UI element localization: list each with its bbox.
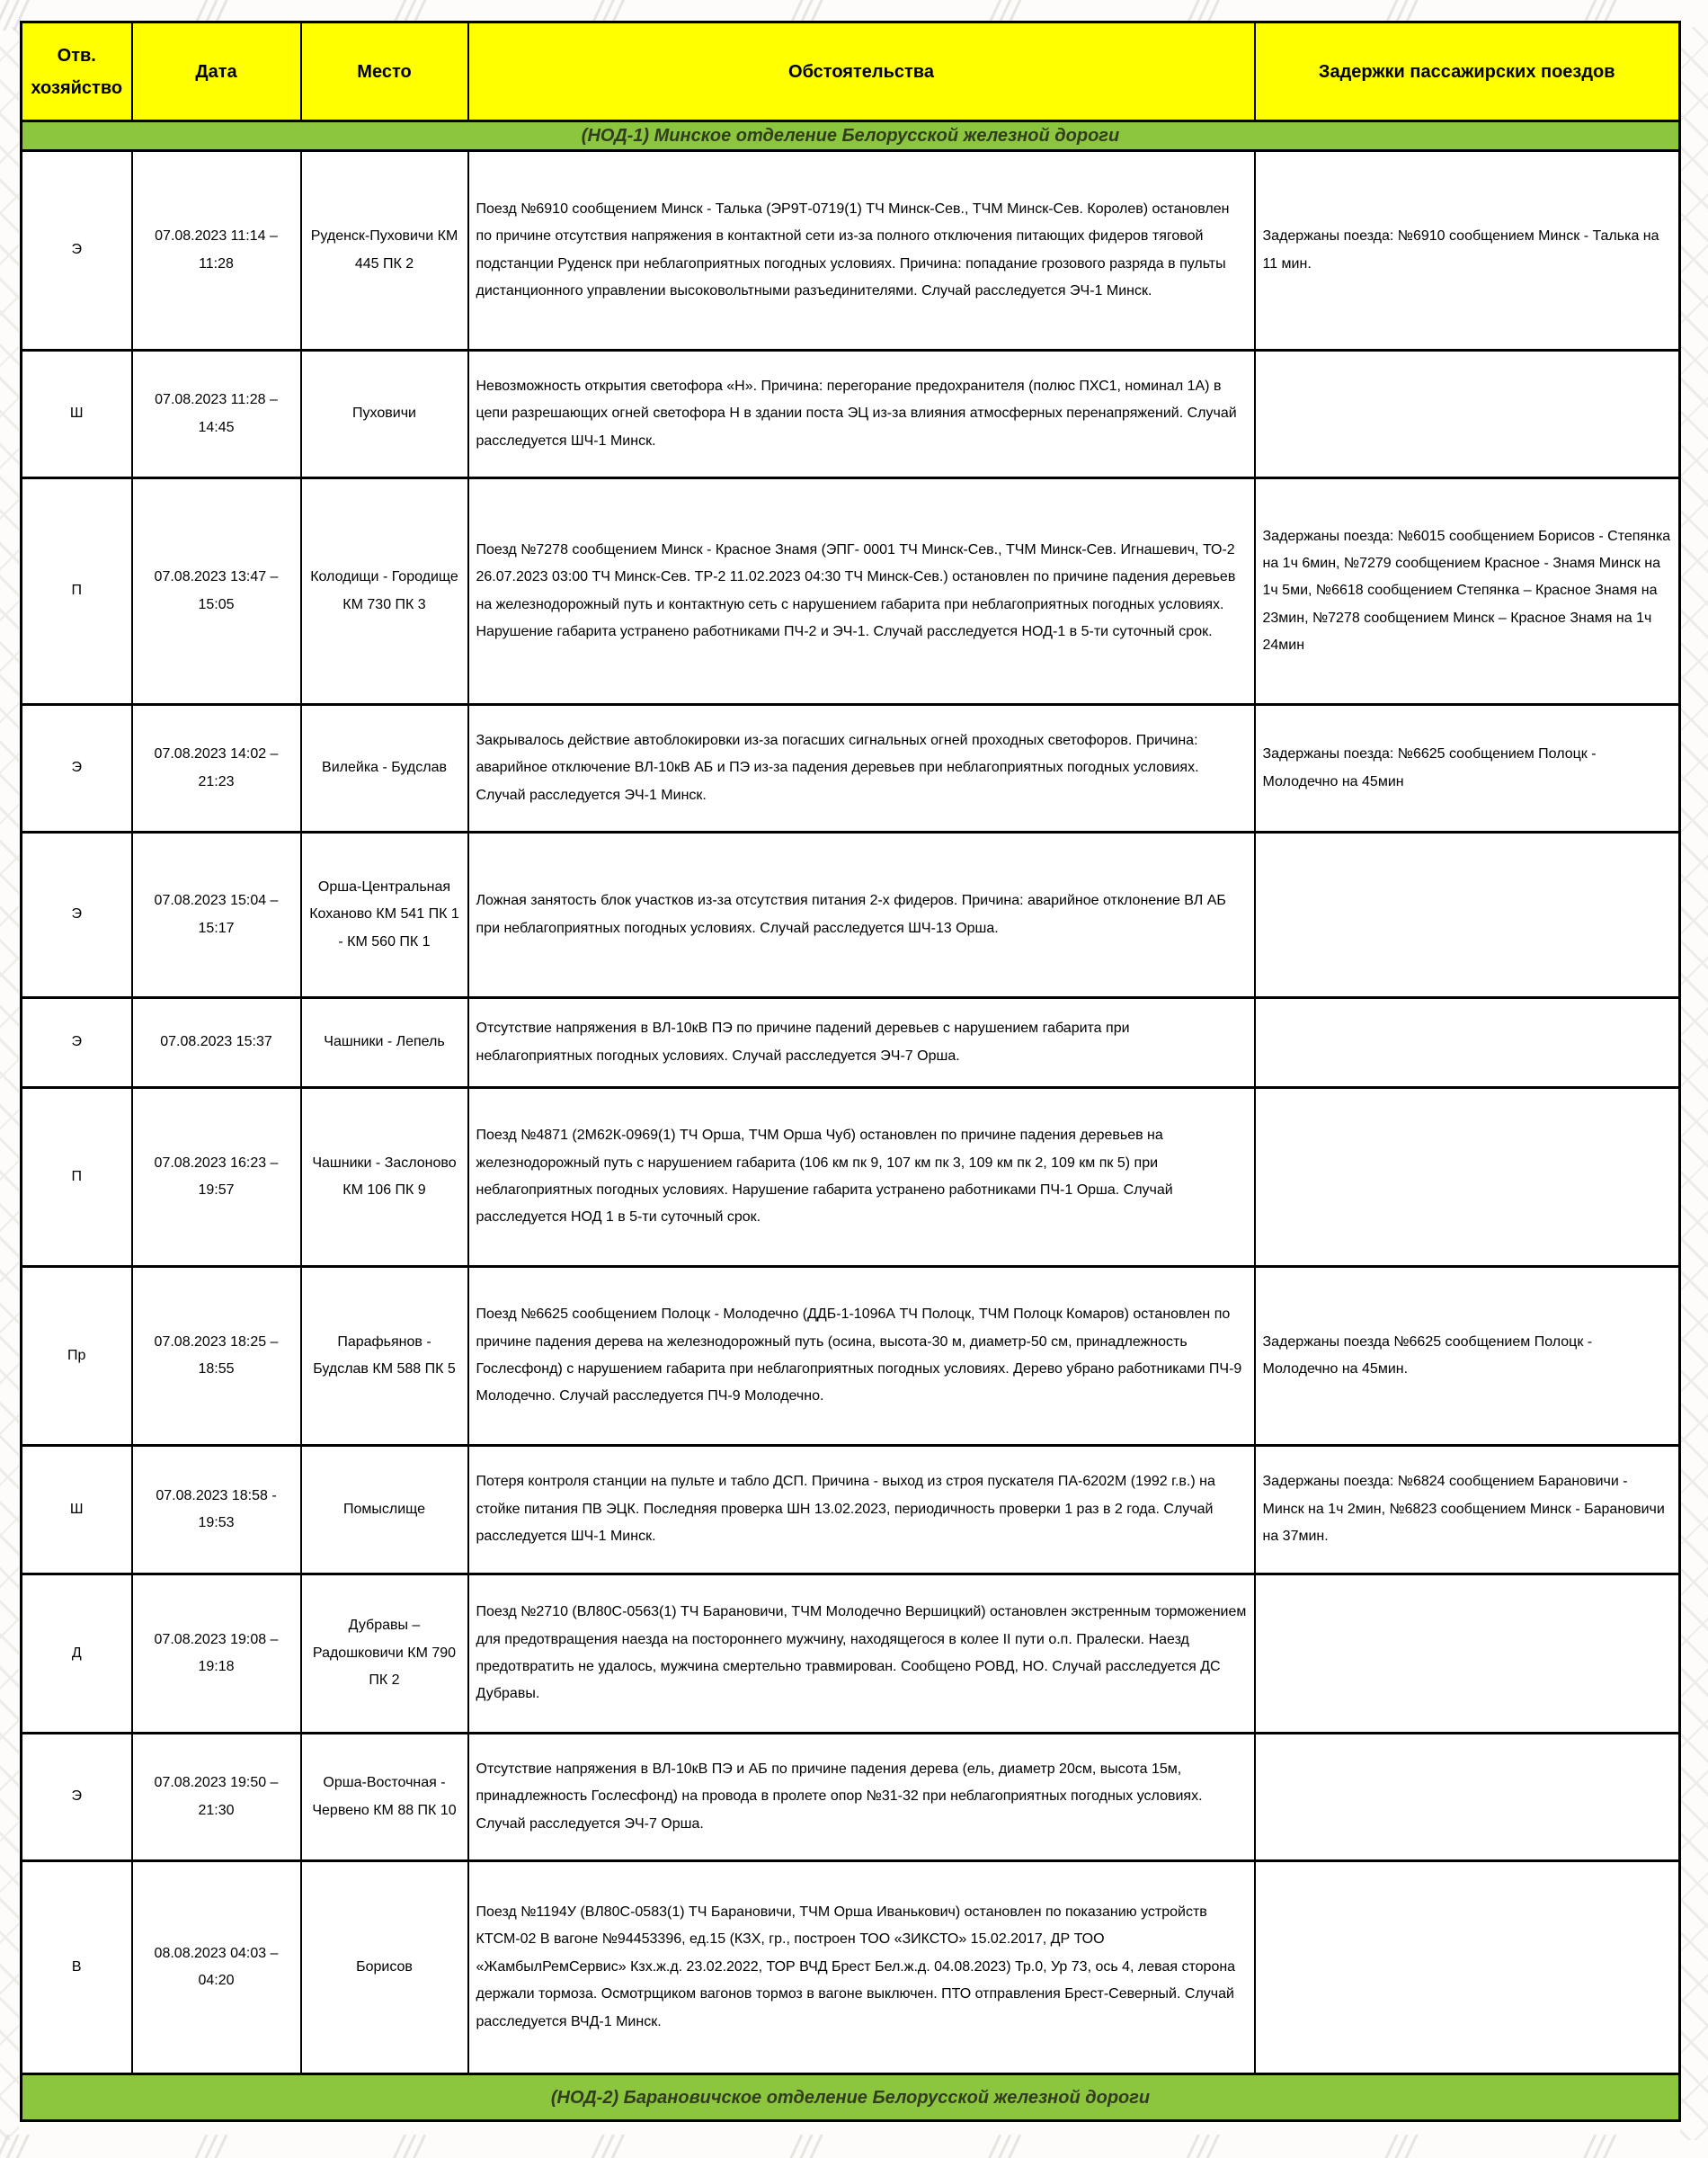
delays-cell — [1255, 1734, 1680, 1861]
place-cell: Чашники - Лепель — [301, 998, 468, 1088]
incident-row — [22, 1574, 1680, 1734]
table-header — [22, 22, 1680, 121]
incident-row — [22, 1267, 1680, 1446]
section-row — [22, 2074, 1680, 2121]
incident-row — [22, 351, 1680, 478]
delays-cell — [1255, 351, 1680, 478]
date-cell: 07.08.2023 15:37 — [132, 998, 301, 1088]
delays-cell: Задержаны поезда: №6015 сообщением Борисов - Степянка на 1ч 6мин, №7279 сообщением Красное - Знамя Минск на 1ч 5ми, №6618 сообщением Степянка – Красное Знамя на 23мин, №7278 сообщением Минск – Красное Знамя на 1ч 24мин — [1255, 478, 1680, 705]
section-title: (НОД-2) Барановичское отделение Белорусской железной дороги — [22, 2074, 1680, 2121]
place-cell: Орша-Восточная - Червено КМ 88 ПК 10 — [301, 1734, 468, 1861]
circumstances-cell: Поезд №6625 сообщением Полоцк - Молодечно (ДДБ-1-1096А ТЧ Полоцк, ТЧМ Полоцк Комаров) остановлен по причине падения дерева на железнодорожный путь (осина, высота-30 м, диаметр-50 см, принадлежность Гослесфонд) с нарушением габарита при неблагоприятных погодных условиях. Дерево убрано работниками ПЧ-9 Молодечно. Случай расследуется ПЧ-9 Молодечно. — [468, 1267, 1255, 1446]
responsible-dept-cell: Пр — [22, 1267, 132, 1446]
header-row — [22, 22, 1680, 121]
col-header-responsible: Отв. хозяйство — [22, 22, 132, 121]
incident-row — [22, 1861, 1680, 2074]
circumstances-cell: Невозможность открытия светофора «Н». Причина: перегорание предохранителя (полюс ПХС1, номинал 1А) в цепи разрешающих огней светофора Н в здании поста ЭЦ из-за влияния атмосферных перенапряжений. Случай расследуется ШЧ-1 Минск. — [468, 351, 1255, 478]
incident-row — [22, 833, 1680, 998]
section-row — [22, 121, 1680, 151]
responsible-dept-cell: Э — [22, 1734, 132, 1861]
place-cell: Дубравы – Радошковичи КМ 790 ПК 2 — [301, 1574, 468, 1734]
delays-cell — [1255, 1861, 1680, 2074]
place-cell: Колодищи - Городище КМ 730 ПК 3 — [301, 478, 468, 705]
responsible-dept-cell: П — [22, 1088, 132, 1267]
watermark-left-border — [0, 27, 19, 2140]
circumstances-cell: Закрывалось действие автоблокировки из-за погасших сигнальных огней проходных светофоров. Причина: аварийное отключение ВЛ-10кВ АБ и ПЭ из-за падения деревьев при неблагоприятных погодных условиях. Случай расследуется ЭЧ-1 Минск. — [468, 705, 1255, 833]
date-cell: 07.08.2023 11:14 – 11:28 — [132, 151, 301, 351]
incident-row — [22, 1734, 1680, 1861]
delays-cell — [1255, 1088, 1680, 1267]
place-cell: Руденск-Пуховичи КМ 445 ПК 2 — [301, 151, 468, 351]
place-cell: Орша-Центральная Коханово КМ 541 ПК 1 - КМ 560 ПК 1 — [301, 833, 468, 998]
incident-row — [22, 998, 1680, 1088]
responsible-dept-cell: Э — [22, 151, 132, 351]
date-cell: 07.08.2023 15:04 – 15:17 — [132, 833, 301, 998]
circumstances-cell: Отсутствие напряжения в ВЛ-10кВ ПЭ по причине падений деревьев с нарушением габарита при неблагоприятных погодных условиях. Случай расследуется ЭЧ-7 Орша. — [468, 998, 1255, 1088]
responsible-dept-cell: Ш — [22, 1446, 132, 1574]
col-header-place: Место — [301, 22, 468, 121]
col-header-delays: Задержки пассажирских поездов — [1255, 22, 1680, 121]
incident-row — [22, 1446, 1680, 1574]
circumstances-cell: Поезд №7278 сообщением Минск - Красное Знамя (ЭПГ- 0001 ТЧ Минск-Сев., ТЧМ Минск-Сев. Игнашевич, ТО-2 26.07.2023 03:00 ТЧ Минск-Сев. ТР-2 11.02.2023 04:30 ТЧ Минск-Сев.) остановлен по причине падения деревьев на железнодорожный путь и контактную сеть с нарушением габарита при неблагоприятных погодных условиях. Нарушение габарита устранено работниками ПЧ-2 и ЭЧ-1. Случай расследуется НОД-1 в 5-ти суточный срок. — [468, 478, 1255, 705]
responsible-dept-cell: Э — [22, 833, 132, 998]
responsible-dept-cell: Ш — [22, 351, 132, 478]
date-cell: 07.08.2023 14:02 – 21:23 — [132, 705, 301, 833]
delays-cell — [1255, 998, 1680, 1088]
circumstances-cell: Поезд №6910 сообщением Минск - Талька (ЭР9Т-0719(1) ТЧ Минск-Сев., ТЧМ Минск-Сев. Королев) остановлен по причине отсутствия напряжения в контактной сети из-за полного отключения питающих фидеров тяговой подстанции Руденск при неблагоприятных погодных условиях. Причина: попадание грозового разряда в пульты дистанционного управлении высоковольтными разъединителями. Случай расследуется ЭЧ-1 Минск. — [468, 151, 1255, 351]
incident-row — [22, 705, 1680, 833]
section-title: (НОД-1) Минское отделение Белорусской железной дороги — [22, 121, 1680, 151]
delays-cell: Задержаны поезда №6625 сообщением Полоцк - Молодечно на 45мин. — [1255, 1267, 1680, 1446]
watermark-bottom-border — [0, 2135, 1708, 2158]
col-header-date: Дата — [132, 22, 301, 121]
date-cell: 07.08.2023 19:08 – 19:18 — [132, 1574, 301, 1734]
delays-cell: Задержаны поезда: №6910 сообщением Минск - Талька на 11 мин. — [1255, 151, 1680, 351]
responsible-dept-cell: В — [22, 1861, 132, 2074]
watermark-right-border — [1680, 27, 1708, 2140]
responsible-dept-cell: Э — [22, 705, 132, 833]
place-cell: Помыслище — [301, 1446, 468, 1574]
date-cell: 07.08.2023 18:25 – 18:55 — [132, 1267, 301, 1446]
responsible-dept-cell: Д — [22, 1574, 132, 1734]
delays-cell: Задержаны поезда: №6824 сообщением Барановичи - Минск на 1ч 2мин, №6823 сообщением Минск - Барановичи на 37мин. — [1255, 1446, 1680, 1574]
place-cell: Вилейка - Будслав — [301, 705, 468, 833]
circumstances-cell: Поезд №1194У (ВЛ80С-0583(1) ТЧ Барановичи, ТЧМ Орша Иванькович) остановлен по показанию устройств КТСМ-02 В вагоне №94453396, ед.15 (КЗХ, гр., построен ТОО «ЗИКСТО» 15.02.2017, ДР ТОО «ЖамбылРемСервис» Кзх.ж.д. 23.02.2022, ТОР ВЧД Брест Бел.ж.д. 04.08.2023) Тр.0, Ур 73, ось 4, левая сторона держали тормоза. Осмотрщиком вагонов тормоз в вагоне выключен. ПТО отправления Брест-Северный. Случай расследуется ВЧД-1 Минск. — [468, 1861, 1255, 2074]
circumstances-cell: Поезд №4871 (2М62К-0969(1) ТЧ Орша, ТЧМ Орша Чуб) остановлен по причине падения деревьев на железнодорожный путь с нарушением габарита (106 км пк 9, 107 км пк 3, 109 км пк 2, 109 км пк 5) при неблагоприятных погодных условиях. Нарушение габарита устранено работниками ПЧ-1 Орша. Случай расследуется НОД 1 в 5-ти суточный срок. — [468, 1088, 1255, 1267]
place-cell: Пуховичи — [301, 351, 468, 478]
date-cell: 07.08.2023 13:47 – 15:05 — [132, 478, 301, 705]
date-cell: 07.08.2023 11:28 – 14:45 — [132, 351, 301, 478]
responsible-dept-cell: П — [22, 478, 132, 705]
place-cell: Чашники - Заслоново КМ 106 ПК 9 — [301, 1088, 468, 1267]
col-header-circumstances: Обстоятельства — [468, 22, 1255, 121]
delays-cell: Задержаны поезда: №6625 сообщением Полоцк - Молодечно на 45мин — [1255, 705, 1680, 833]
circumstances-cell: Поезд №2710 (ВЛ80С-0563(1) ТЧ Барановичи, ТЧМ Молодечно Вершицкий) остановлен экстренным торможением для предотвращения наезда на постороннего мужчину, находящегося в колее II пути о.п. Пралески. Наезд предотвратить не удалось, мужчина смертельно травмирован. Сообщено РОВД, НО. Случай расследуется ДС Дубравы. — [468, 1574, 1255, 1734]
delays-cell — [1255, 833, 1680, 998]
incident-row — [22, 1088, 1680, 1267]
delays-cell — [1255, 1574, 1680, 1734]
incident-row — [22, 478, 1680, 705]
date-cell: 07.08.2023 16:23 – 19:57 — [132, 1088, 301, 1267]
date-cell: 07.08.2023 18:58 - 19:53 — [132, 1446, 301, 1574]
incident-row — [22, 151, 1680, 351]
circumstances-cell: Отсутствие напряжения в ВЛ-10кВ ПЭ и АБ по причине падения дерева (ель, диаметр 20см, высота 15м, принадлежность Гослесфонд) на провода в пролете опор №31-32 при неблагоприятных погодных условиях. Случай расследуется ЭЧ-7 Орша. — [468, 1734, 1255, 1861]
date-cell: 07.08.2023 19:50 – 21:30 — [132, 1734, 301, 1861]
place-cell: Борисов — [301, 1861, 468, 2074]
place-cell: Парафьянов - Будслав КМ 588 ПК 5 — [301, 1267, 468, 1446]
circumstances-cell: Потеря контроля станции на пульте и табло ДСП. Причина - выход из строя пускателя ПА-6202М (1992 г.в.) на стойке питания ПВ ЭЦК. Последняя проверка ШН 13.02.2023, периодичность проверки 1 раз в 2 года. Случай расследуется ШЧ-1 Минск. — [468, 1446, 1255, 1574]
date-cell: 08.08.2023 04:03 – 04:20 — [132, 1861, 301, 2074]
table-body — [22, 121, 1680, 2121]
incident-report-table — [20, 21, 1681, 2122]
circumstances-cell: Ложная занятость блок участков из-за отсутствия питания 2-х фидеров. Причина: аварийное отклонение ВЛ АБ при неблагоприятных погодных условиях. Случай расследуется ШЧ-13 Орша. — [468, 833, 1255, 998]
responsible-dept-cell: Э — [22, 998, 132, 1088]
